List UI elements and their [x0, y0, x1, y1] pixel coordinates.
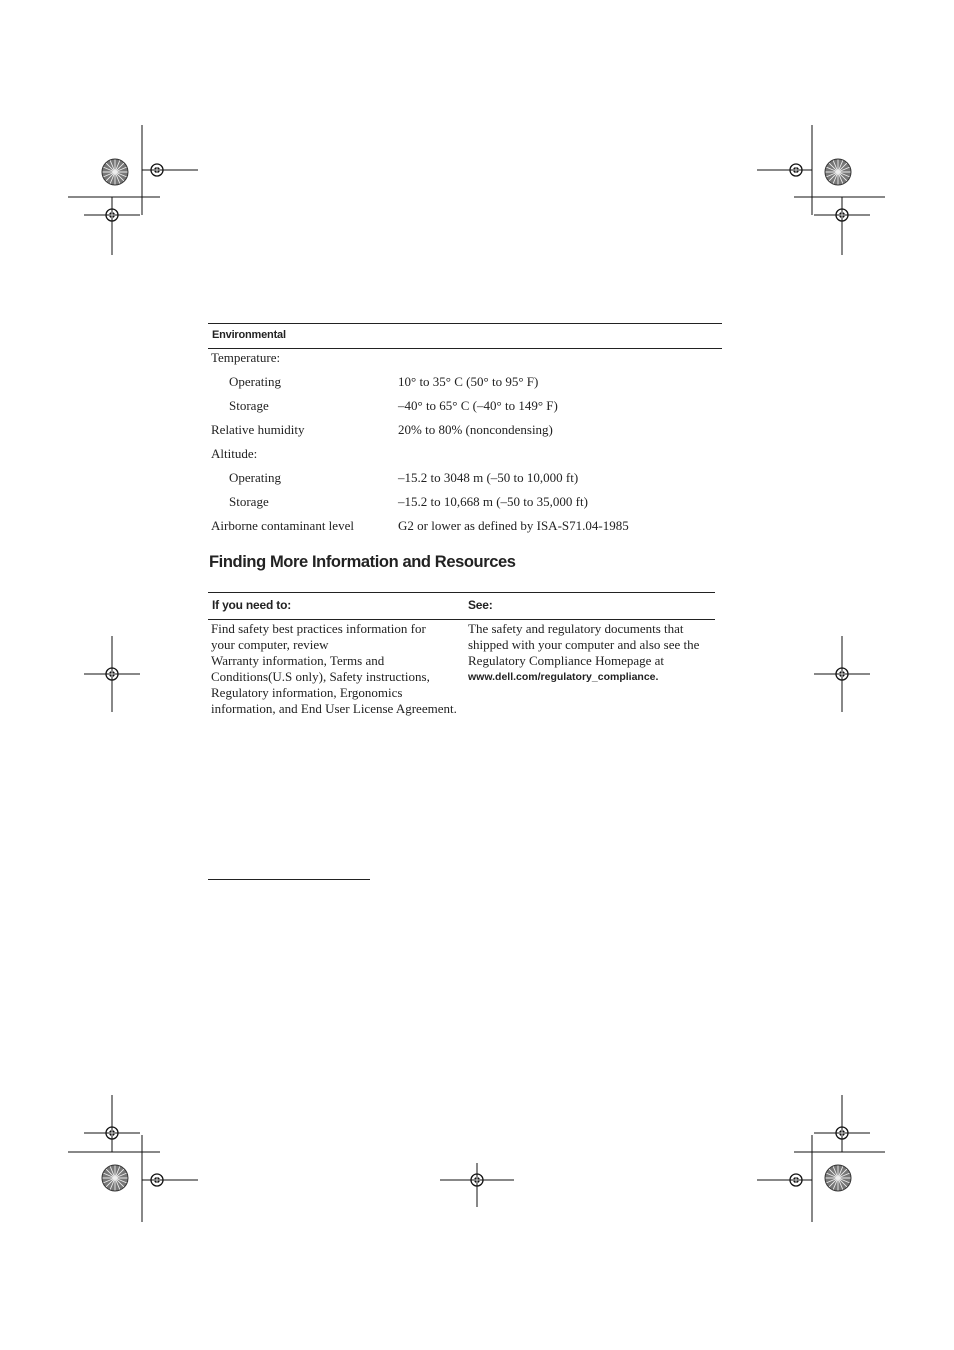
- env-row-temp-storage-value: –40° to 65° C (–40° to 149° F): [398, 398, 558, 413]
- env-row-alt-storage-value: –15.2 to 10,668 m (–50 to 35,000 ft): [398, 494, 588, 509]
- need-line: Find safety best practices information for: [211, 621, 426, 636]
- env-label: Temperature:: [211, 350, 281, 365]
- need-line: Warranty information, Terms and: [211, 653, 385, 668]
- env-row-airborne-value: G2 or lower as defined by ISA-S71.04-1985: [398, 518, 629, 533]
- need-line: Regulatory information, Ergonomics: [211, 685, 403, 700]
- env-row-humidity-label: Relative humidity: [211, 422, 305, 437]
- env-row-alt-storage-label: Storage: [229, 494, 269, 509]
- see-line: Regulatory Compliance Homepage at: [468, 653, 665, 668]
- env-row-altitude: Altitude:: [211, 446, 258, 461]
- env-row-alt-operating-value: –15.2 to 3048 m (–50 to 10,000 ft): [398, 470, 579, 485]
- see-line: The safety and regulatory documents that: [468, 621, 684, 636]
- env-row-airborne-label: Airborne contaminant level: [211, 518, 354, 533]
- environmental-heading: Environmental: [212, 329, 286, 341]
- env-row-temp-operating-label: Operating: [229, 374, 281, 389]
- section-title: Finding More Information and Resources: [209, 553, 516, 571]
- env-row-temp-storage-label: Storage: [229, 398, 269, 413]
- regulatory-compliance-link[interactable]: www.dell.com/regulatory_compliance.: [468, 671, 659, 683]
- see-line: shipped with your computer and also see the: [468, 637, 700, 652]
- need-line: Conditions(U.S only), Safety instructions,: [211, 669, 430, 684]
- need-line: your computer, review: [211, 637, 329, 652]
- env-row-humidity-value: 20% to 80% (noncondensing): [398, 422, 553, 437]
- need-line: information, and End User License Agreement.: [211, 701, 457, 716]
- crop-lines: [68, 125, 885, 1222]
- col-header-need: If you need to:: [212, 598, 291, 612]
- col-header-see: See:: [468, 598, 493, 612]
- env-row-alt-operating-label: Operating: [229, 470, 281, 485]
- env-row-temp-operating-value: 10° to 35° C (50° to 95° F): [398, 374, 539, 389]
